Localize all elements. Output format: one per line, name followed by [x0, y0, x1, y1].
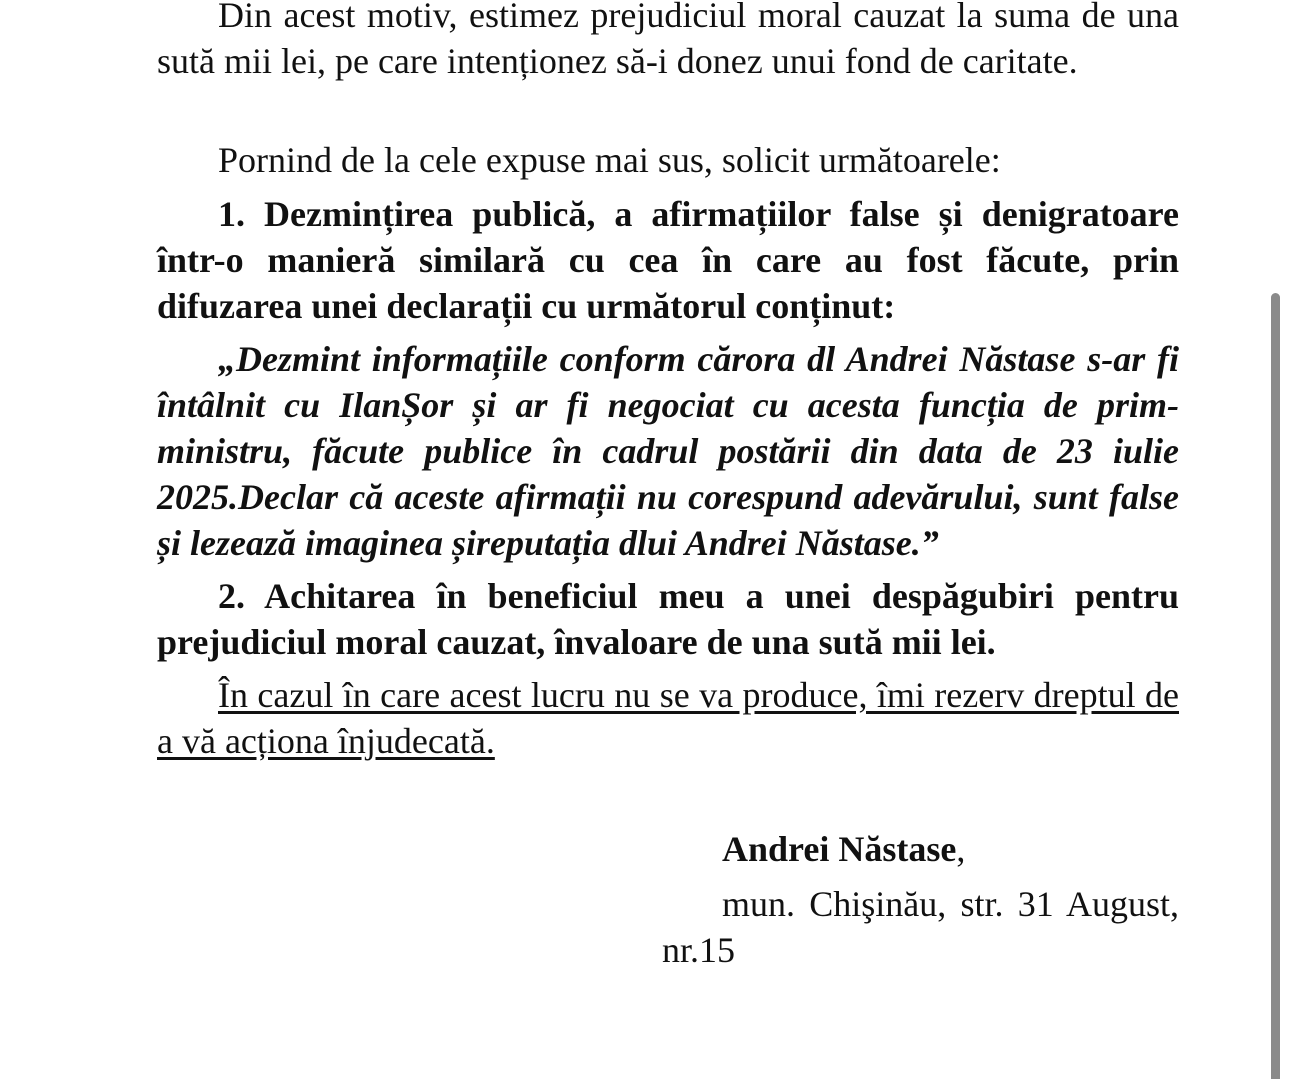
intro-paragraph: Din acest motiv, estimez prejudiciul moral cauzat la suma de una sută mii lei, pe care intenționez să-i donez unui fond de caritate.	[157, 0, 1179, 81]
vertical-scrollbar[interactable]	[1271, 293, 1280, 1079]
signature-name: Andrei Năstase	[722, 829, 957, 869]
signature-address: mun. Chişinău, str. 31 August, nr.15	[662, 884, 1179, 970]
signature-name-suffix: ,	[956, 829, 966, 869]
request-point-1: 1. Dezmințirea publică, a afirmațiilor false și denigratoare într-o manieră similară cu cea în care au fost făcute, prin difuzarea unei declarații cu următorul conținut:	[157, 194, 1179, 326]
legal-warning-paragraph: În cazul în care acest lucru nu se va produce, îmi rezerv dreptul de a vă acționa înjudecată.	[157, 675, 1179, 761]
signature-block	[722, 826, 965, 872]
request-point-2: 2. Achitarea în beneficiul meu a unei despăgubiri pentru prejudiciul moral cauzat, învaloare de una sută mii lei.	[157, 576, 1179, 662]
declaration-quote: „Dezmint informațiile conform cărora dl Andrei Năstase s-ar fi întâlnit cu IlanȘor și ar fi negociat cu acesta funcția de prim-ministru, făcute publice în cadrul postării din data de 23 iulie 2025.Declar că aceste afirmații nu corespund adevărului, sunt false și lezează imaginea șireputația dlui Andrei Năstase.”	[157, 339, 1179, 563]
request-intro-paragraph: Pornind de la cele expuse mai sus, solicit următoarele:	[218, 140, 1001, 180]
